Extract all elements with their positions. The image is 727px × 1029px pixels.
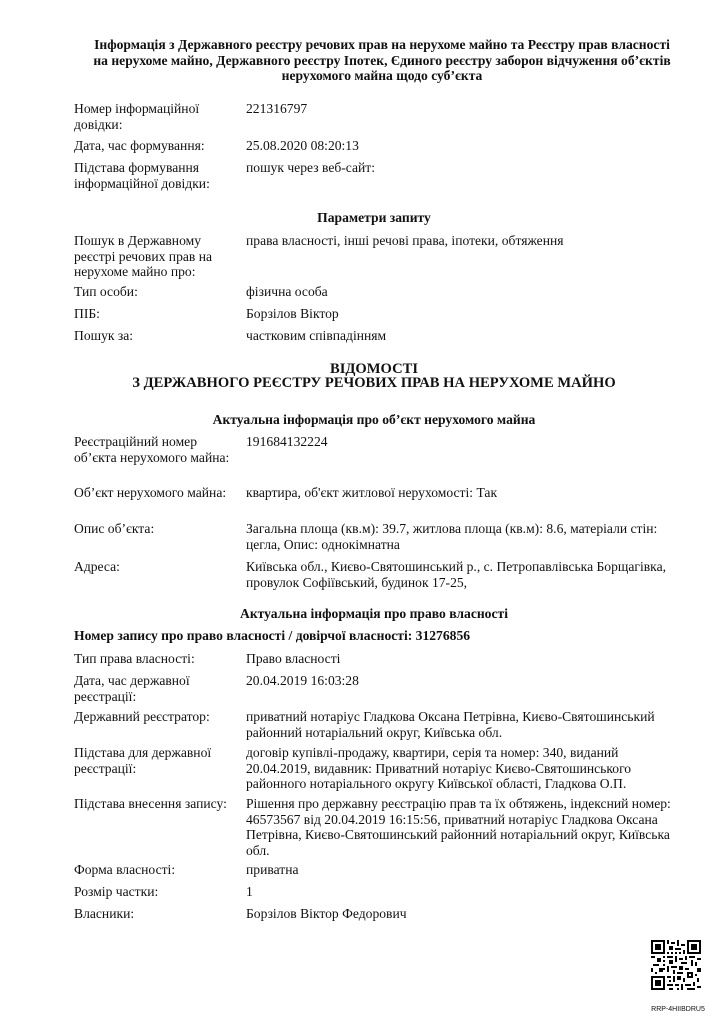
params-search-label: Пошук в Державному реєстрі речових прав на нерухоме майно про: <box>74 233 213 279</box>
object-obj-value: квартира, об'єкт житлової нерухомості: Так <box>246 485 498 500</box>
ownership-entry-value: Рішення про державну реєстрацію прав та їх обтяжень, індексний номер: 46573567 від 20.04.2019 16:15:56, приватний нотаріус Гладкова Оксана Петрівна, Києво-Святошинський районний нотаріальний округ, Київська обл. <box>246 796 671 858</box>
ownership-basis-value: договір купівлі-продажу, квартири, серія та номер: 340, виданий 20.04.2019, видавник: Приватний нотаріус Києво-Святошинського районного нотаріального округу Київської області, Гладкова О.П. <box>246 745 632 791</box>
ownership-basis-label: Підстава для державної реєстрації: <box>74 745 212 776</box>
registry-title-line1: ВІДОМОСТІ <box>329 361 419 377</box>
ownership-date-label: Дата, час державної реєстрації: <box>74 673 190 704</box>
params-type-value: фізична особа <box>246 284 328 299</box>
object-reg-label: Реєстраційний номер об’єкта нерухомого майна: <box>74 434 230 465</box>
registry-title-line2: З ДЕРЖАВНОГО РЕЄСТРУ РЕЧОВИХ ПРАВ НА НЕРУХОМЕ МАЙНО <box>132 375 616 391</box>
ownership-owners-value: Борзілов Віктор Федорович <box>246 906 407 921</box>
qr-code-icon <box>651 940 701 990</box>
ownership-form-value: приватна <box>246 862 299 877</box>
ownership-share-value: 1 <box>246 884 253 899</box>
object-title: Актуальна інформація про об’єкт нерухомого майна <box>212 412 536 427</box>
object-obj-label: Об’єкт нерухомого майна: <box>74 485 227 500</box>
object-reg-value: 191684132224 <box>246 434 328 449</box>
ownership-type-value: Право власності <box>246 651 341 666</box>
info-number-label: Номер інформаційної довідки: <box>74 101 200 132</box>
params-type-label: Тип особи: <box>74 284 138 299</box>
object-addr-label: Адреса: <box>74 559 120 574</box>
ownership-share-label: Розмір частки: <box>74 884 159 899</box>
params-search-value: права власності, інші речові права, іпотеки, обтяження <box>246 233 564 248</box>
params-name-value: Борзілов Віктор <box>246 306 339 321</box>
ownership-owners-label: Власники: <box>74 906 135 921</box>
params-by-value: частковим співпадінням <box>246 328 387 343</box>
ownership-registrar-value: приватний нотаріус Гладкова Оксана Петрівна, Києво-Святошинський районний нотаріальний округ, Київська обл. <box>246 709 655 740</box>
object-desc-label: Опис об’єкта: <box>74 521 155 536</box>
info-date-value: 25.08.2020 08:20:13 <box>246 138 359 153</box>
ownership-entry-label: Підстава внесення запису: <box>74 796 227 811</box>
ownership-record-number: Номер запису про право власності / довірчої власності: 31276856 <box>74 628 471 643</box>
info-number-value: 221316797 <box>246 101 308 116</box>
object-addr-value: Київська обл., Києво-Святошинський р., с. Петропавлівська Борщагівка, провулок Софіївський, будинок 17-25, <box>246 559 667 590</box>
params-by-label: Пошук за: <box>74 328 134 343</box>
ownership-registrar-label: Державний реєстратор: <box>74 709 210 724</box>
object-desc-value: Загальна площа (кв.м): 39.7, житлова площа (кв.м): 8.6, матеріали стін: цегла, Опис: однокімнатна <box>246 521 658 552</box>
ownership-form-label: Форма власності: <box>74 862 176 877</box>
document-title: Інформація з Державного реєстру речових прав на нерухоме майно та Реєстру прав власності на нерухоме майно, Державного реєстру Іпотек, Єдиного реєстру заборон відчуження об’єктів нерухомого майна щодо суб’єкта <box>93 37 671 83</box>
params-title: Параметри запиту <box>317 210 431 225</box>
info-basis-label: Підстава формування інформаційної довідки: <box>74 160 210 191</box>
ownership-type-label: Тип права власності: <box>74 651 195 666</box>
ownership-date-value: 20.04.2019 16:03:28 <box>246 673 359 688</box>
document-code: RRP-4HIIBDRU5 <box>651 1006 705 1013</box>
params-name-label: ПІБ: <box>74 306 100 321</box>
info-date-label: Дата, час формування: <box>74 138 205 153</box>
info-basis-value: пошук через веб-сайт: <box>246 160 376 175</box>
ownership-title: Актуальна інформація про право власності <box>240 606 508 621</box>
